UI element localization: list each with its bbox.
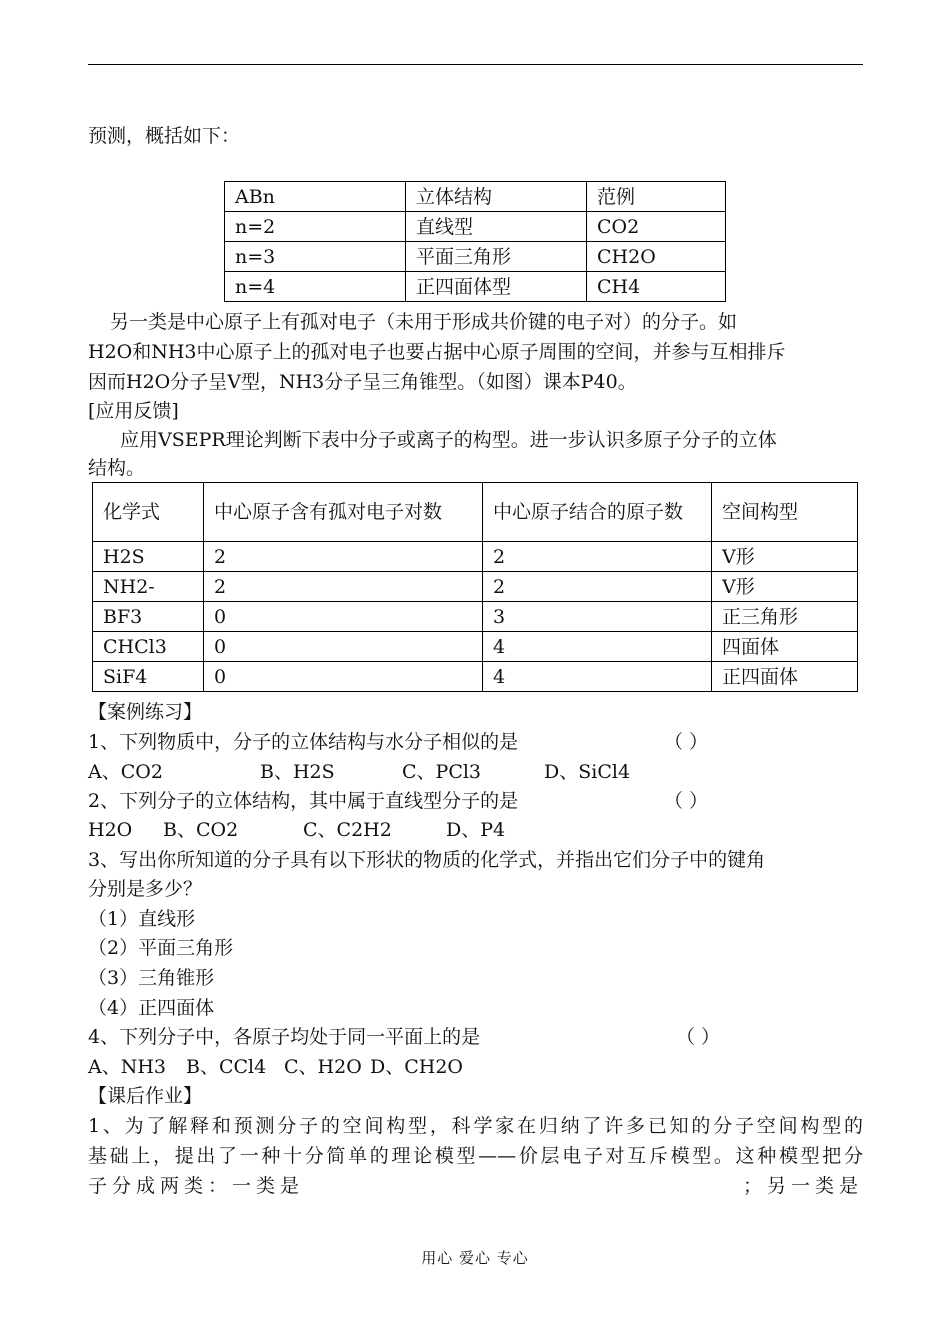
list-item: （1）直线形 [88, 908, 196, 930]
table-header-cell: ABn [225, 182, 406, 212]
table-cell: CO2 [587, 212, 726, 242]
table-cell: NH2- [93, 572, 204, 602]
table-header-cell: 立体结构 [406, 182, 587, 212]
table-cell: V形 [712, 572, 858, 602]
table-cell: n=2 [225, 212, 406, 242]
table-cell: n=3 [225, 242, 406, 272]
table-row [93, 483, 858, 542]
table-row [93, 632, 858, 662]
table-cell: 正四面体型 [406, 272, 587, 302]
fill-blank-lead: 子分成两类：一类是 [88, 1175, 305, 1197]
table-cell: H2S [93, 542, 204, 572]
question-2 [88, 789, 709, 813]
table-cell: 正三角形 [712, 602, 858, 632]
header-rule [88, 64, 863, 65]
option-c: C、PCl3 [402, 761, 482, 783]
table-row [93, 602, 858, 632]
option-c: C、C2H2 [303, 819, 392, 841]
option-a: A、CO2 [88, 761, 163, 783]
fill-blank-tail: ；另一类是 [742, 1175, 863, 1197]
table-header-cell: 范例 [587, 182, 726, 212]
table-row [225, 272, 726, 302]
list-item: （4）正四面体 [88, 997, 215, 1019]
table-cell: 3 [483, 602, 712, 632]
option-a: H2O [88, 819, 133, 841]
table-cell: 2 [483, 572, 712, 602]
table-cell: 0 [204, 602, 483, 632]
section-heading-homework: 【课后作业】 [88, 1085, 203, 1107]
option-b: B、CCl4 [186, 1056, 267, 1078]
list-item: （2）平面三角形 [88, 937, 234, 959]
answer-parentheses: （ ） [676, 1026, 721, 1048]
option-a: A、NH3 [88, 1056, 167, 1078]
table-cell: V形 [712, 542, 858, 572]
section-heading-case: 【案例练习】 [88, 701, 203, 723]
question-1-options [88, 760, 630, 784]
paragraph-line: H2O和NH3中心原子上的孤对电子也要占据中心原子周围的空间，并参与互相排斥 [88, 341, 786, 363]
question-text: 2、下列分子的立体结构，其中属于直线型分子的是 [88, 790, 519, 812]
option-b: B、CO2 [163, 819, 239, 841]
table-cell: CHCl3 [93, 632, 204, 662]
paragraph-line [88, 1174, 863, 1198]
table-cell: 平面三角形 [406, 242, 587, 272]
table-cell: BF3 [93, 602, 204, 632]
table-cell: SiF4 [93, 662, 204, 692]
table-cell: CH4 [587, 272, 726, 302]
table-cell: 直线型 [406, 212, 587, 242]
option-c: C、H2O [284, 1056, 362, 1078]
table-row [225, 182, 726, 212]
table-header-cell: 化学式 [93, 483, 204, 542]
answer-parentheses: （ ） [664, 790, 709, 812]
table-row [93, 542, 858, 572]
question-4-options [88, 1055, 463, 1079]
paragraph-line: 基础上，提出了一种十分简单的理论模型——价层电子对互斥模型。这种模型把分 [88, 1145, 863, 1167]
question-text: 4、下列分子中，各原子均处于同一平面上的是 [88, 1026, 481, 1048]
paragraph-line: 另一类是中心原子上有孤对电子（未用于形成共价键的电子对）的分子。如 [110, 311, 738, 333]
table-cell: 0 [204, 632, 483, 662]
question-2-options [88, 818, 505, 842]
table-header-cell: 中心原子含有孤对电子对数 [204, 483, 483, 542]
answer-parentheses: （ ） [664, 731, 709, 753]
table-cell: n=4 [225, 272, 406, 302]
table-cell: 0 [204, 662, 483, 692]
table-row [225, 212, 726, 242]
table-cell: 2 [204, 542, 483, 572]
option-d: D、CH2O [370, 1056, 464, 1078]
table-cell: 2 [483, 542, 712, 572]
table-cell: 正四面体 [712, 662, 858, 692]
table-header-cell: 空间构型 [712, 483, 858, 542]
paragraph-line: 结构。 [88, 457, 146, 479]
question-3-cont: 分别是多少？ [88, 878, 203, 900]
question-1 [88, 730, 709, 754]
table-header-cell: 中心原子结合的原子数 [483, 483, 712, 542]
table-row [225, 242, 726, 272]
paragraph-line: 1、为了解释和预测分子的空间构型，科学家在归纳了许多已知的分子空间构型的 [88, 1115, 863, 1137]
table-cell: CH2O [587, 242, 726, 272]
option-b: B、H2S [260, 761, 335, 783]
table-row [93, 572, 858, 602]
paragraph-line: 应用VSEPR理论判断下表中分子或离子的构型。进一步认识多原子分子的立体 [120, 429, 777, 451]
page-footer: 用心 爱心 专心 [421, 1249, 529, 1267]
intro-text: 预测，概括如下： [88, 125, 241, 147]
table-cell: 4 [483, 662, 712, 692]
table-cell: 四面体 [712, 632, 858, 662]
question-3: 3、写出你所知道的分子具有以下形状的物质的化学式，并指出它们分子中的键角 [88, 849, 766, 871]
section-heading-feedback: [应用反馈] [88, 400, 179, 422]
table-cell: 2 [204, 572, 483, 602]
question-text: 1、下列物质中，分子的立体结构与水分子相似的是 [88, 731, 519, 753]
option-d: D、SiCl4 [544, 761, 631, 783]
list-item: （3）三角锥形 [88, 967, 215, 989]
abn-structure-table [224, 181, 726, 302]
question-4 [88, 1025, 721, 1049]
vsepr-table [92, 482, 858, 692]
table-row [93, 662, 858, 692]
option-d: D、P4 [446, 819, 506, 841]
paragraph-line: 因而H2O分子呈V型，NH3分子呈三角锥型。（如图）课本P40。 [88, 371, 637, 393]
table-cell: 4 [483, 632, 712, 662]
